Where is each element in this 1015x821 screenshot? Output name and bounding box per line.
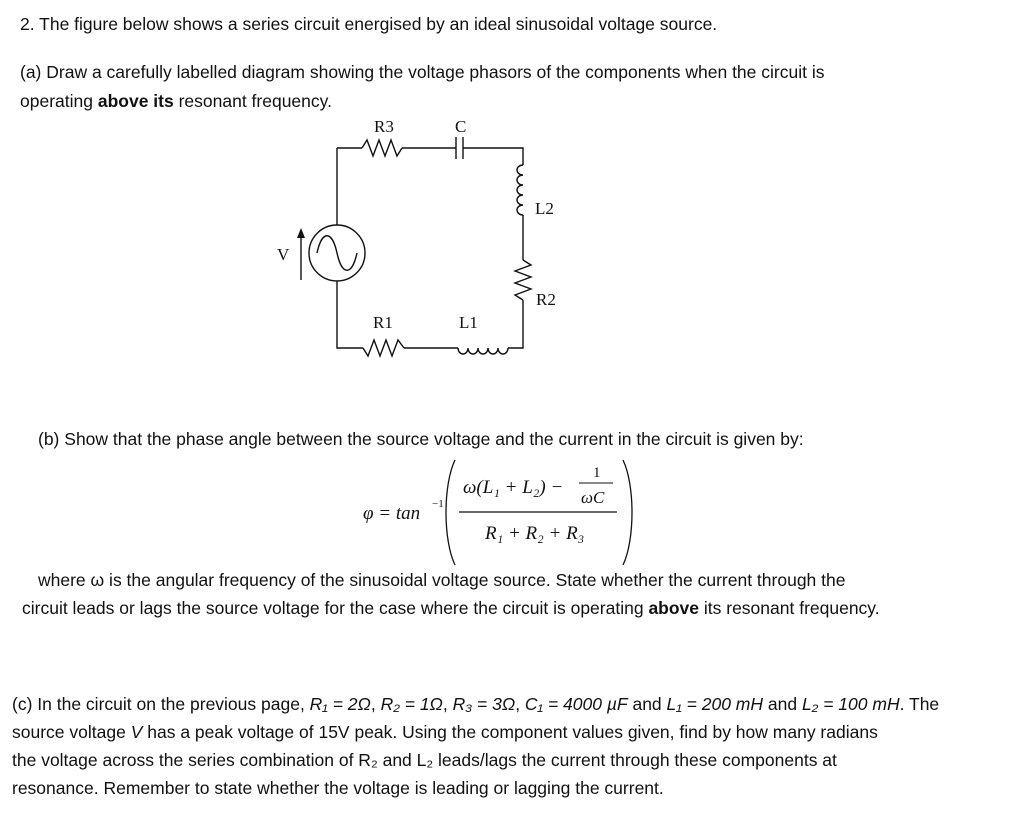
part-b-where-line-1: where ω is the angular frequency of the sinusoidal voltage source. State whether the current through the [38,570,846,590]
resistor-r1 [363,340,404,356]
question-number: 2. [20,14,35,34]
part-c-line-2-start: source voltage [12,722,131,742]
wire-right-bottom [508,300,523,348]
capacitor-c [456,137,463,159]
left-paren [446,460,455,565]
resistor-r3 [362,140,402,156]
part-b-where-line-2-pre: circuit leads or lags the source voltage for the case where the circuit is operating [22,598,649,618]
label-c: C [455,117,467,136]
inductor-l2 [517,165,523,215]
part-c-line-1-end: . The [899,694,940,714]
part-b-label: (b) [38,429,60,449]
source-voltage-symbol: V [130,722,143,742]
voltage-arrow-head-icon [297,228,305,238]
value-r1: R₁ = 2Ω [309,694,371,714]
formula-exponent: −1 [432,498,444,510]
formula-denominator: R₁ + R₂ + R₃ [485,523,585,544]
part-c-line-2-end: has a peak voltage of 15V peak. Using the component values given, find by how many radians [142,722,878,742]
part-a-text: Draw a carefully labelled diagram showing the voltage phasors of the components when the circuit is [46,62,825,82]
value-r3: R₃ = 3Ω [452,694,516,714]
part-b-emphasis: above [648,598,700,618]
label-v: V [277,245,290,264]
formula-numerator: ω(L₁ + L₂) − [463,477,564,498]
question-intro [20,13,717,35]
part-b-text: Show that the phase angle between the source voltage and the current in the circuit is given by: [64,429,804,449]
resistor-r2 [515,260,531,300]
sine-icon [317,236,357,271]
inductor-l1 [458,348,508,354]
label-r2: R2 [536,290,556,309]
value-r2: R₂ = 1Ω [380,694,443,714]
part-a-label: (a) [20,62,42,82]
part-b-where-line-2-post: its resonant frequency. [699,598,880,618]
part-c-line-1: (c) In the circuit on the previous page, R₁ = 2Ω, R₂ = 1Ω, R₃ = 3Ω, C₁ = 4000 µF and L₁ = 200 mH and L₂ = 100 mH. The [12,694,940,714]
part-a-line-2 [20,90,332,112]
part-c-line-1-start: In the circuit on the previous page, [37,694,310,714]
formula-frac-top: 1 [593,465,601,481]
phase-angle-formula [355,455,645,570]
formula-lhs: φ = tan [363,503,421,524]
part-b-where-line-2 [22,597,880,619]
part-a-line-2-post: resonant frequency. [173,91,332,111]
label-r3: R3 [374,117,394,136]
part-a-line-2-pre: operating [20,91,98,111]
value-c1: C₁ = 4000 µF [524,694,628,714]
wire-left-bottom [337,281,363,348]
value-l1: L₁ = 200 mH [666,694,764,714]
part-c-line-3: the voltage across the series combination of R₂ and L₂ leads/lags the current through these components at [12,750,837,770]
wire-top-right [463,148,523,165]
part-c-label: (c) [12,694,33,714]
circuit-diagram [270,110,590,360]
part-a-line-1 [20,61,824,83]
formula-frac-bottom: ωC [581,488,605,507]
label-l2: L2 [535,199,554,218]
part-a-emphasis: above its [97,91,174,111]
part-c-line-4: resonance. Remember to state whether the voltage is leading or lagging the current. [12,778,664,798]
value-l2: L₂ = 100 mH [801,694,900,714]
part-b-line-1 [38,428,804,450]
right-paren [623,460,632,565]
part-c-line-2 [12,721,878,743]
question-intro-text: The figure below shows a series circuit energised by an ideal sinusoidal voltage source. [39,14,718,34]
label-l1: L1 [459,313,478,332]
label-r1: R1 [373,313,393,332]
